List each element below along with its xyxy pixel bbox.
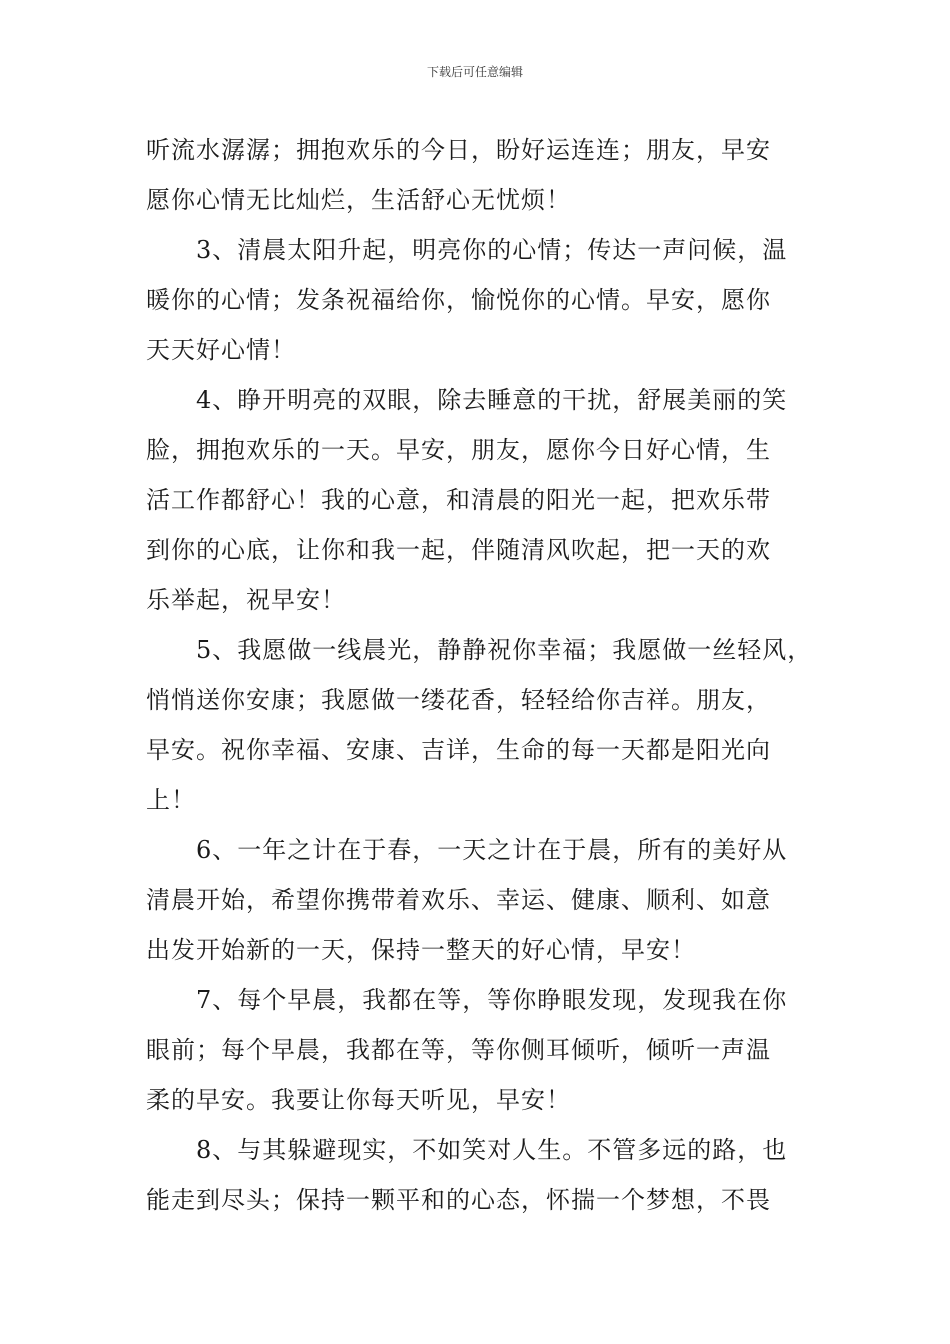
paragraph bbox=[146, 975, 826, 1125]
text-line: 上！ bbox=[146, 786, 196, 814]
text-line: 8、与其躲避现实，不如笑对人生。不管多远的路，也 bbox=[196, 1136, 788, 1164]
text-line: 听流水潺潺；拥抱欢乐的今日，盼好运连连；朋友，早安 bbox=[146, 136, 771, 164]
document-body bbox=[146, 125, 826, 1225]
text-line: 暖你的心情；发条祝福给你，愉悦你的心情。早安，愿你 bbox=[146, 286, 771, 314]
paragraph bbox=[146, 225, 826, 375]
text-line: 天天好心情！ bbox=[146, 336, 296, 364]
text-line: 早安。祝你幸福、安康、吉详，生命的每一天都是阳光向 bbox=[146, 736, 771, 764]
text-line: 5、我愿做一线晨光，静静祝你幸福；我愿做一丝轻风， bbox=[196, 636, 813, 664]
text-line: 悄悄送你安康；我愿做一缕花香，轻轻给你吉祥。朋友， bbox=[146, 686, 771, 714]
text-line: 到你的心底，让你和我一起，伴随清风吹起，把一天的欢 bbox=[146, 536, 771, 564]
text-line: 柔的早安。我要让你每天听见，早安！ bbox=[146, 1086, 571, 1114]
page-header-note: 下载后可任意编辑 bbox=[426, 65, 523, 79]
paragraph bbox=[146, 825, 826, 975]
text-line: 愿你心情无比灿烂，生活舒心无忧烦！ bbox=[146, 186, 571, 214]
text-line: 清晨开始，希望你携带着欢乐、幸运、健康、顺利、如意 bbox=[146, 886, 771, 914]
text-line: 乐举起，祝早安！ bbox=[146, 586, 346, 614]
text-line: 眼前；每个早晨，我都在等，等你侧耳倾听，倾听一声温 bbox=[146, 1036, 771, 1064]
paragraph bbox=[146, 625, 826, 825]
text-line: 3、清晨太阳升起，明亮你的心情；传达一声问候，温 bbox=[196, 236, 788, 264]
text-line: 7、每个早晨，我都在等，等你睁眼发现，发现我在你 bbox=[196, 986, 788, 1014]
paragraph bbox=[146, 375, 826, 625]
paragraph bbox=[146, 125, 826, 225]
text-line: 出发开始新的一天，保持一整天的好心情，早安！ bbox=[146, 936, 696, 964]
text-line: 4、睁开明亮的双眼，除去睡意的干扰，舒展美丽的笑 bbox=[196, 386, 788, 414]
text-line: 能走到尽头；保持一颗平和的心态，怀揣一个梦想，不畏 bbox=[146, 1186, 771, 1214]
paragraph bbox=[146, 1125, 826, 1225]
text-line: 活工作都舒心！我的心意，和清晨的阳光一起，把欢乐带 bbox=[146, 486, 771, 514]
text-line: 6、一年之计在于春，一天之计在于晨，所有的美好从 bbox=[196, 836, 788, 864]
text-line: 脸，拥抱欢乐的一天。早安，朋友，愿你今日好心情，生 bbox=[146, 436, 771, 464]
